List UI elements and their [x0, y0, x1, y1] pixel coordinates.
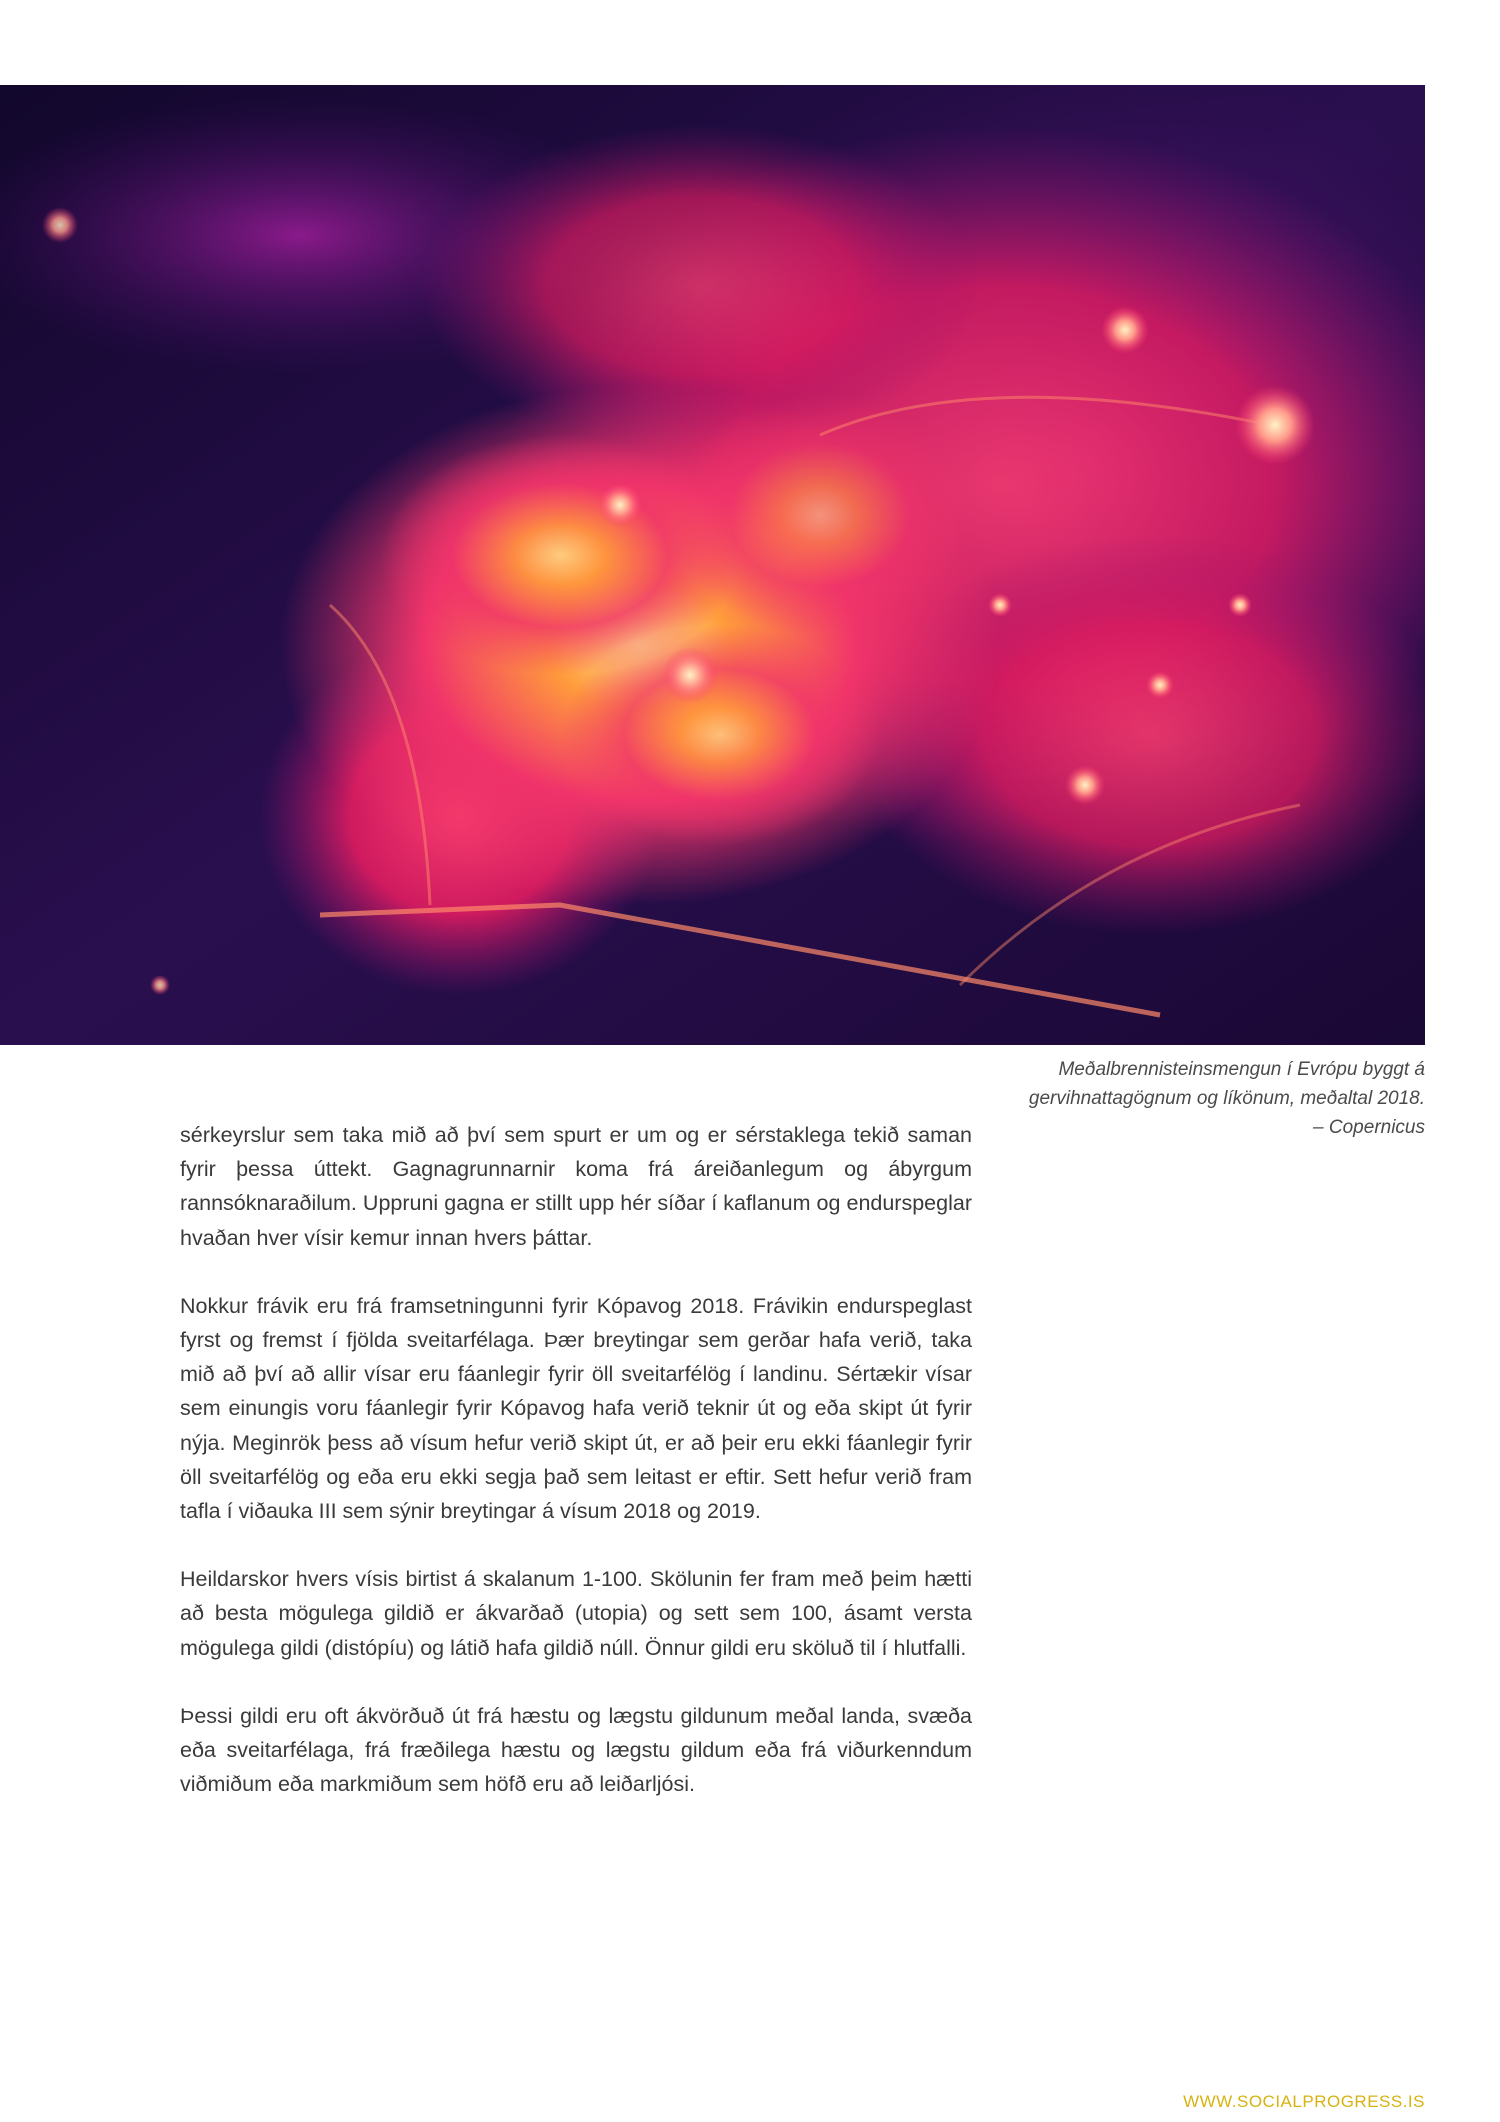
body-paragraph: Heildarskor hvers vísis birtist á skalanum 1-100. Skölunin fer fram með þeim hætti að besta mögulega gildið er ákvarðað (utopia) og sett sem 100, ásamt versta mögulega gildi (distópíu) og látið hafa gildið núll. Önnur gildi eru sköluð til í hlutfalli. — [180, 1567, 972, 1660]
body-paragraph: Þessi gildi eru oft ákvörðuð út frá hæstu og lægstu gildunum meðal landa, svæða eða sveitarfélaga, frá fræðilega hæstu og lægstu gildum eða frá viðurkenndum viðmiðum eða markmiðum sem höfð eru að leiðarljósi. — [180, 1703, 972, 1797]
figure-caption — [905, 1055, 1425, 1142]
europe-pollution-map-image — [0, 85, 1425, 1045]
body-paragraph: sérkeyrslur sem taka mið að því sem spurt er um og er sérstaklega tekið saman fyrir þessa úttekt. Gagnagrunnarnir koma frá áreiðanlegum og ábyrgum rannsóknaraðilum. Uppruni gagna er stillt upp hér síðar í kaflanum og endurspeglar hvaðan hver vísir kemur innan hvers þáttar. — [180, 1123, 972, 1250]
caption-source: – Copernicus — [1313, 1117, 1425, 1138]
footer-website-link[interactable]: WWW.SOCIALPROGRESS.IS — [1183, 2092, 1425, 2111]
body-paragraph: Nokkur frávik eru frá framsetningunni fyrir Kópavog 2018. Frávikin endurspeglast fyrst og fremst í fjölda sveitarfélaga. Þær breytingar sem gerðar hafa verið, taka mið að því að allir vísar eru fáanlegir fyrir öll sveitarfélög í landinu. Sértækir vísar sem einungis voru fáanlegir fyrir Kópavog hafa verið teknir út og eða skipt út fyrir nýja. Meginrök þess að vísum hefur verið skipt út, er að þeir eru ekki fáanlegir fyrir öll sveitarfélög og eða eru ekki segja það sem leitast er eftir. Sett hefur verið fram tafla í viðauka III sem sýnir breytingar á vísum 2018 og 2019. — [180, 1293, 972, 1524]
main-body-text — [180, 1118, 972, 1835]
pollution-map-graphic — [0, 85, 1425, 1045]
caption-line: gervihnattagögnum og líkönum, meðaltal 2018. — [1028, 1088, 1425, 1109]
caption-line: Meðalbrennisteinsmengun í Evrópu byggt á — [1058, 1059, 1425, 1080]
